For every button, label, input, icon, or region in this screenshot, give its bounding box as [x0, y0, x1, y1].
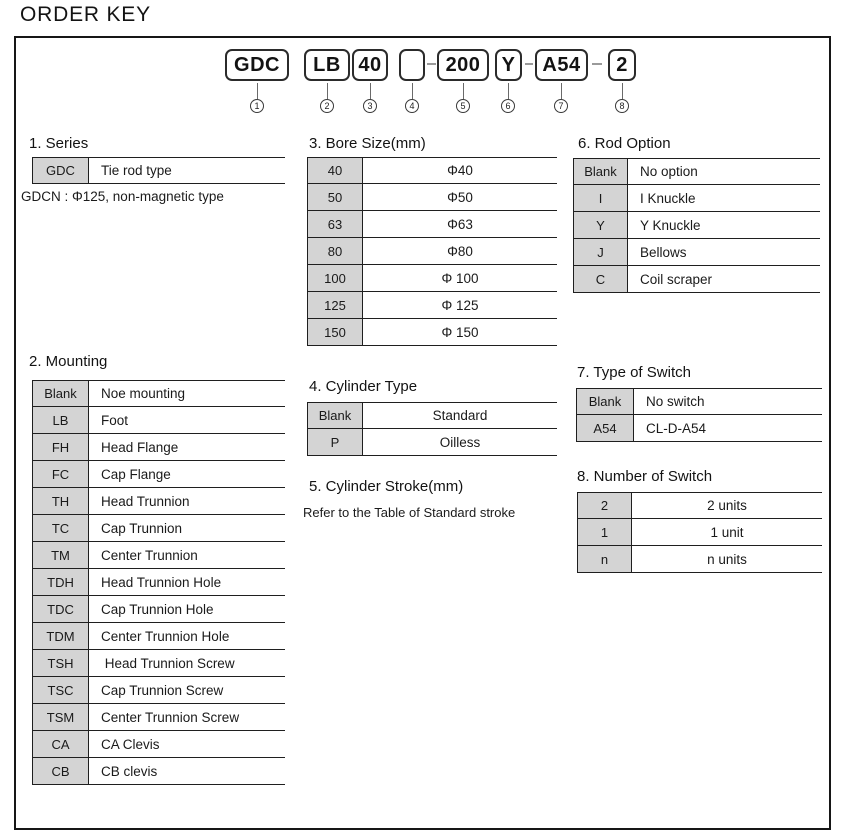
description-cell: Φ 150 [441, 324, 479, 340]
description-cell: Foot [101, 412, 129, 428]
connector-line [561, 83, 562, 99]
table-row [32, 542, 285, 569]
table-row [307, 429, 557, 456]
table-row [32, 461, 285, 488]
code-cell: 40 [307, 158, 363, 183]
marker-circle-5: 5 [456, 99, 470, 113]
description-cell: Φ50 [447, 189, 473, 205]
dash-separator [592, 63, 602, 65]
table-row [307, 184, 557, 211]
code-cell: P [307, 429, 363, 455]
table-row [576, 388, 822, 415]
table-row [32, 650, 285, 677]
code-cell: GDC [32, 158, 89, 183]
section-title-cylinder-type: 4. Cylinder Type [309, 378, 418, 395]
description-cell: Center Trunnion [101, 547, 198, 563]
code-cell: TDC [32, 596, 89, 622]
description-cell: Head Trunnion Hole [101, 574, 222, 590]
description-cell: Head Flange [101, 439, 179, 455]
table-row [307, 265, 557, 292]
description-cell: CB clevis [101, 763, 158, 779]
connector-line [622, 83, 623, 99]
connector-line [412, 83, 413, 99]
table-row [32, 380, 285, 407]
code-box-series: GDC [225, 49, 289, 81]
code-cell: n [577, 546, 632, 572]
code-cell: TSM [32, 704, 89, 730]
section-title-cylinder-stroke: 5. Cylinder Stroke(mm) [309, 478, 464, 495]
code-cell: LB [32, 407, 89, 433]
rod-option-table [573, 158, 820, 293]
table-row [573, 212, 820, 239]
code-cell: FC [32, 461, 89, 487]
code-cell: 2 [577, 493, 632, 518]
description-cell: Cap Trunnion [101, 520, 183, 536]
description-cell: Φ 100 [441, 270, 479, 286]
code-cell: TM [32, 542, 89, 568]
mounting-table [32, 380, 285, 785]
section-title-switch-count: 8. Number of Switch [577, 468, 713, 485]
marker-circle-7: 7 [554, 99, 568, 113]
description-cell: I Knuckle [640, 190, 696, 206]
code-cell: TSH [32, 650, 89, 676]
code-cell: 1 [577, 519, 632, 545]
table-row [32, 677, 285, 704]
code-cell: Blank [307, 403, 363, 428]
description-cell: n units [707, 551, 747, 567]
code-cell: TSC [32, 677, 89, 703]
dash-separator [427, 63, 436, 65]
table-row [307, 292, 557, 319]
section-title-mounting: 2. Mounting [29, 353, 108, 370]
table-row [577, 519, 822, 546]
table-row [307, 157, 557, 184]
description-cell: Φ63 [447, 216, 473, 232]
table-row [32, 515, 285, 542]
table-row [577, 546, 822, 573]
description-cell: Tie rod type [101, 163, 172, 178]
description-cell: CL-D-A54 [646, 420, 707, 436]
code-cell: FH [32, 434, 89, 460]
table-row [32, 434, 285, 461]
cylinder-type-table [307, 402, 557, 456]
code-cell: TDH [32, 569, 89, 595]
description-cell: Φ 125 [441, 297, 479, 313]
code-cell: C [573, 266, 628, 292]
description-cell: Φ80 [447, 243, 473, 259]
bore-table [307, 157, 557, 346]
code-box-stroke: 200 [437, 49, 489, 81]
marker-circle-2: 2 [320, 99, 334, 113]
description-cell: Noe mounting [101, 386, 186, 401]
connector-line [508, 83, 509, 99]
description-cell: Coil scraper [640, 271, 713, 287]
code-cell: 125 [307, 292, 363, 318]
dash-separator [525, 63, 533, 65]
section-title-rod-option: 6. Rod Option [578, 135, 671, 152]
description-cell: No switch [646, 394, 705, 409]
connector-line [257, 83, 258, 99]
section-title-switch-type: 7. Type of Switch [577, 364, 691, 381]
code-cell: A54 [576, 415, 634, 441]
code-cell: CB [32, 758, 89, 784]
table-row [577, 492, 822, 519]
code-cell: Blank [573, 159, 628, 184]
code-box-switch-type: A54 [535, 49, 588, 81]
description-cell: Cap Flange [101, 466, 171, 482]
description-cell: Cap Trunnion Hole [101, 601, 214, 617]
table-row [32, 157, 285, 184]
switch-count-table [577, 492, 822, 573]
description-cell: No option [640, 164, 698, 179]
code-cell: Blank [32, 381, 89, 406]
table-row [32, 623, 285, 650]
connector-line [327, 83, 328, 99]
marker-circle-3: 3 [363, 99, 377, 113]
section-title-series: 1. Series [29, 135, 89, 152]
series-table [32, 157, 285, 184]
table-row [573, 239, 820, 266]
marker-circle-4: 4 [405, 99, 419, 113]
table-row [32, 407, 285, 434]
series-note: GDCN : Φ125, non-magnetic type [21, 189, 224, 204]
code-cell: 100 [307, 265, 363, 291]
description-cell: Y Knuckle [640, 217, 701, 233]
code-cell: 80 [307, 238, 363, 264]
description-cell: Center Trunnion Hole [101, 628, 230, 644]
description-cell: Standard [432, 408, 488, 423]
marker-circle-8: 8 [615, 99, 629, 113]
table-row [576, 415, 822, 442]
description-cell: 2 units [707, 498, 747, 513]
code-cell: TC [32, 515, 89, 541]
code-cell: 50 [307, 184, 363, 210]
code-box-rod-option: Y [495, 49, 522, 81]
table-row [32, 731, 285, 758]
cylinder-stroke-note: Refer to the Table of Standard stroke [303, 505, 516, 520]
table-row [573, 158, 820, 185]
code-cell: J [573, 239, 628, 265]
code-cell: TDM [32, 623, 89, 649]
table-row [32, 704, 285, 731]
code-cell: CA [32, 731, 89, 757]
description-cell: Cap Trunnion Screw [101, 682, 224, 698]
description-cell: Bellows [640, 244, 687, 260]
page-title: ORDER KEY [20, 3, 151, 26]
table-row [307, 238, 557, 265]
table-row [32, 488, 285, 515]
switch-type-table [576, 388, 822, 442]
code-cell: TH [32, 488, 89, 514]
connector-line [370, 83, 371, 99]
code-box-type [399, 49, 425, 81]
table-row [32, 596, 285, 623]
description-cell: Head Trunnion Screw [101, 655, 235, 671]
marker-circle-6: 6 [501, 99, 515, 113]
code-box-bore: 40 [352, 49, 388, 81]
description-cell: Oilless [439, 434, 481, 450]
code-cell: Y [573, 212, 628, 238]
code-box-mounting: LB [304, 49, 350, 81]
description-cell: CA Clevis [101, 736, 160, 752]
table-row [32, 569, 285, 596]
table-row [307, 319, 557, 346]
code-cell: Blank [576, 389, 634, 414]
code-cell: 63 [307, 211, 363, 237]
table-row [307, 211, 557, 238]
marker-circle-1: 1 [250, 99, 264, 113]
table-row [573, 185, 820, 212]
table-row [307, 402, 557, 429]
description-cell: Head Trunnion [101, 493, 190, 509]
section-title-bore: 3. Bore Size(mm) [309, 135, 426, 152]
code-cell: 150 [307, 319, 363, 345]
connector-line [463, 83, 464, 99]
code-box-switch-count: 2 [608, 49, 636, 81]
description-cell: Φ40 [447, 163, 473, 178]
code-cell: I [573, 185, 628, 211]
table-row [573, 266, 820, 293]
description-cell: Center Trunnion Screw [101, 709, 240, 725]
description-cell: 1 unit [710, 524, 744, 540]
